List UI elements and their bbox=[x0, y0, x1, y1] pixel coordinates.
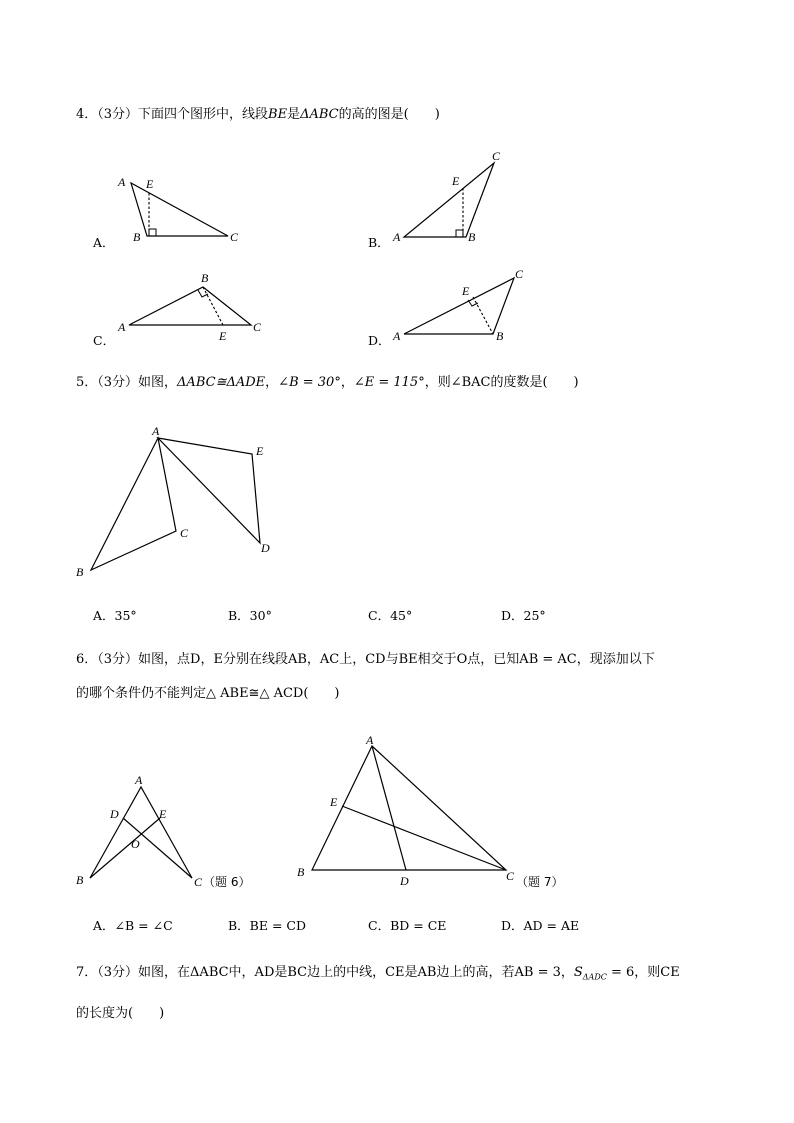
q6-option-c[interactable]: C．BD = CE bbox=[368, 918, 447, 933]
label-a: A bbox=[366, 733, 374, 747]
label-a: A bbox=[118, 320, 126, 334]
label-a: A bbox=[135, 773, 143, 787]
q5-option-b[interactable]: B．30° bbox=[228, 608, 272, 623]
label-a: A bbox=[152, 424, 160, 438]
q5-option-c[interactable]: C．45° bbox=[368, 608, 413, 623]
figure-6-caption: （题 6） bbox=[203, 875, 251, 889]
q5-option-a[interactable]: A．35° bbox=[93, 608, 137, 623]
q5-option-d[interactable]: D．25° bbox=[501, 608, 546, 623]
label-b: B bbox=[133, 230, 141, 244]
segment-be: BE bbox=[268, 107, 288, 122]
label-d: D bbox=[110, 807, 119, 821]
label-b: B bbox=[468, 230, 476, 244]
label-c: C bbox=[253, 320, 262, 334]
label-b: B bbox=[297, 865, 305, 879]
label-e: E bbox=[452, 174, 460, 188]
figure-7-caption: （题 7） bbox=[516, 875, 564, 889]
q6-option-b[interactable]: B．BE = CD bbox=[228, 918, 307, 933]
label-a: A bbox=[393, 329, 401, 343]
label-a: A bbox=[118, 175, 126, 189]
figure-7 bbox=[297, 733, 563, 889]
label-b: B bbox=[201, 271, 209, 285]
label-e: E bbox=[219, 329, 227, 343]
label-e: E bbox=[256, 444, 264, 458]
question-4-stem: 4．（3分）下面四个图形中，线段BE是ΔABC的高的图是( ) bbox=[76, 107, 440, 122]
label-o: O bbox=[131, 837, 140, 851]
q4-option-a[interactable]: A． bbox=[93, 235, 115, 250]
congruence-condition: ΔABC≅ΔADE bbox=[177, 375, 266, 390]
label-c: C bbox=[506, 869, 515, 883]
label-b: B bbox=[76, 565, 84, 579]
q4-option-b[interactable]: B． bbox=[368, 235, 390, 250]
area-symbol: S bbox=[573, 965, 583, 980]
question-7-stem-line2: 的长度为( ) bbox=[76, 1006, 165, 1021]
question-6-stem-line2: 的哪个条件仍不能判定△ ABE≅△ ACD( ) bbox=[76, 686, 340, 701]
angle-b-value: ∠B = 30° bbox=[278, 375, 341, 390]
label-c: C bbox=[515, 267, 524, 281]
area-subscript: ΔADC bbox=[582, 972, 607, 982]
q6-option-d[interactable]: D．AD = AE bbox=[501, 918, 580, 933]
label-e: E bbox=[462, 284, 470, 298]
question-6-stem-line1: 6．（3分）如图，点D，E分别在线段AB，AC上，CD与BE相交于O点，已知AB = AC，现添加以下 bbox=[76, 652, 655, 667]
q6-option-a[interactable]: A．∠B = ∠C bbox=[93, 918, 173, 933]
label-d: D bbox=[400, 874, 409, 888]
label-c: C bbox=[492, 149, 501, 163]
q4-option-c[interactable]: C． bbox=[93, 333, 116, 348]
label-b: B bbox=[496, 329, 504, 343]
label-e: E bbox=[146, 177, 154, 191]
q4-option-d[interactable]: D． bbox=[368, 333, 391, 348]
label-b: B bbox=[76, 873, 84, 887]
triangle-abc: ΔABC bbox=[300, 107, 339, 122]
label-c: C bbox=[230, 230, 239, 244]
label-e: E bbox=[159, 807, 167, 821]
label-a: A bbox=[393, 230, 401, 244]
question-5-stem: 5．（3分）如图，ΔABC≅ΔADE，∠B = 30°，∠E = 115°，则∠BAC的度数是( ) bbox=[76, 375, 579, 390]
label-c: C bbox=[180, 526, 189, 540]
label-c: C bbox=[194, 875, 203, 889]
angle-e-value: ∠E = 115° bbox=[353, 375, 425, 390]
question-7-stem-line1: 7．（3分）如图，在ΔABC中，AD是BC边上的中线，CE是AB边上的高，若AB = 3，$S_{\Delta ADC} = 6$，则CE bbox=[76, 965, 680, 982]
label-e: E bbox=[330, 795, 338, 809]
label-d: D bbox=[261, 541, 270, 555]
figure-6 bbox=[76, 773, 250, 889]
